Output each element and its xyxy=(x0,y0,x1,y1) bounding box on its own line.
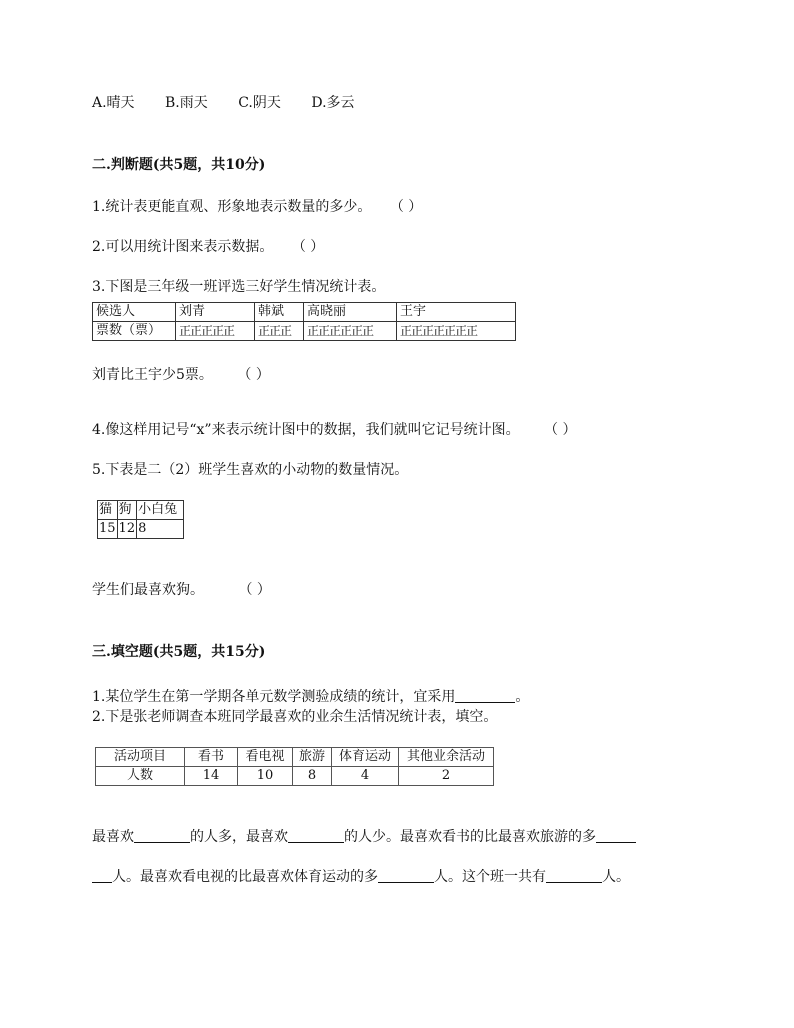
table-cell: 其他业余活动 xyxy=(399,748,494,767)
table-cell: 活动项目 xyxy=(96,748,185,767)
table-cell: 8 xyxy=(293,767,332,786)
fill-text: 人。这个班一共有 xyxy=(434,869,546,885)
table-cell: 看书 xyxy=(185,748,238,767)
fill-line-2 xyxy=(92,868,630,884)
table-cell: 高晓丽 xyxy=(304,303,397,322)
answer-blank[interactable] xyxy=(288,828,344,843)
answer-blank[interactable] xyxy=(596,828,636,843)
question-2-5-statement xyxy=(92,583,271,597)
fill-text: 人。 xyxy=(602,869,630,885)
table-cell: 韩斌 xyxy=(255,303,304,322)
table-cell: 旅游 xyxy=(293,748,332,767)
table-row xyxy=(98,520,184,539)
table-cell: 14 xyxy=(185,767,238,786)
table-cell: 12 xyxy=(117,520,137,539)
question-2-3: 3.下图是三年级一班评选三好学生情况统计表。 xyxy=(92,279,386,295)
table-row xyxy=(93,303,516,322)
fill-text: 的人多，最喜欢 xyxy=(190,829,288,845)
question-text: 2.可以用统计图来表示数据。 xyxy=(92,239,274,255)
activity-table xyxy=(95,747,494,786)
question-end: 。 xyxy=(515,689,530,705)
answer-options xyxy=(92,96,381,110)
section3-heading: 三.填空题(共5题，共15分) xyxy=(92,644,266,660)
table-cell: 正正正正正正 xyxy=(304,322,397,341)
answer-blank[interactable] xyxy=(455,688,515,703)
table-cell: 2 xyxy=(399,767,494,786)
table-cell: 看电视 xyxy=(238,748,293,767)
question-text: 1.某位学生在第一学期各单元数学测验成绩的统计，宜采用 xyxy=(92,689,456,705)
answer-blank[interactable] xyxy=(546,868,602,883)
answer-blank[interactable] xyxy=(134,828,190,843)
table-cell: 猫 xyxy=(98,501,118,520)
fill-line-1 xyxy=(92,828,636,844)
question-2-1 xyxy=(92,200,422,214)
option-a: A.晴天 xyxy=(92,95,135,111)
question-3-1 xyxy=(92,688,529,704)
table-cell: 狗 xyxy=(117,501,137,520)
table-cell: 4 xyxy=(332,767,399,786)
fill-text: 人。最喜欢看电视的比最喜欢体育运动的多 xyxy=(112,869,378,885)
table-cell: 8 xyxy=(137,520,184,539)
table-cell: 10 xyxy=(238,767,293,786)
section2-heading: 二.判断题(共5题，共10分) xyxy=(92,157,266,173)
option-c: C.阴天 xyxy=(238,95,281,111)
table-cell: 票数（票） xyxy=(93,322,176,341)
answer-bracket: （ ） xyxy=(389,199,423,215)
answer-bracket: （ ） xyxy=(544,422,577,438)
table-row xyxy=(98,501,184,520)
question-2-4 xyxy=(92,423,576,437)
statement-text: 学生们最喜欢狗。 xyxy=(92,582,204,598)
answer-blank[interactable] xyxy=(92,868,112,883)
table-row xyxy=(96,767,494,786)
table-cell: 正正正正正正正 xyxy=(397,322,516,341)
option-d: D.多云 xyxy=(311,95,355,111)
table-cell: 体育运动 xyxy=(332,748,399,767)
fill-text: 最喜欢 xyxy=(92,829,134,845)
table-cell: 15 xyxy=(98,520,118,539)
question-2-2 xyxy=(92,240,324,254)
table-cell: 王宇 xyxy=(397,303,516,322)
statement-text: 刘青比王宇少5票。 xyxy=(92,367,213,383)
answer-bracket: （ ） xyxy=(291,239,325,255)
table-cell: 小白兔 xyxy=(137,501,184,520)
question-text: 1.统计表更能直观、形象地表示数量的多少。 xyxy=(92,199,372,215)
vote-table xyxy=(92,302,516,341)
option-b: B.雨天 xyxy=(165,95,208,111)
table-row xyxy=(96,748,494,767)
question-3-2: 2.下是张老师调查本班同学最喜欢的业余生活情况统计表，填空。 xyxy=(92,709,498,725)
animal-table xyxy=(97,500,184,539)
table-row xyxy=(93,322,516,341)
answer-bracket: （ ） xyxy=(237,367,270,383)
question-2-5: 5.下表是二（2）班学生喜欢的小动物的数量情况。 xyxy=(92,462,409,478)
question-2-3-statement xyxy=(92,368,270,382)
table-cell: 正正正正正 xyxy=(176,322,255,341)
table-cell: 候选人 xyxy=(93,303,176,322)
table-cell: 刘青 xyxy=(176,303,255,322)
table-cell: 正正正 xyxy=(255,322,304,341)
fill-text: 的人少。最喜欢看书的比最喜欢旅游的多 xyxy=(344,829,596,845)
answer-bracket: （ ） xyxy=(238,582,271,598)
question-text: 4.像这样用记号“x”来表示统计图中的数据，我们就叫它记号统计图。 xyxy=(92,422,520,438)
answer-blank[interactable] xyxy=(378,868,434,883)
table-cell: 人数 xyxy=(96,767,185,786)
